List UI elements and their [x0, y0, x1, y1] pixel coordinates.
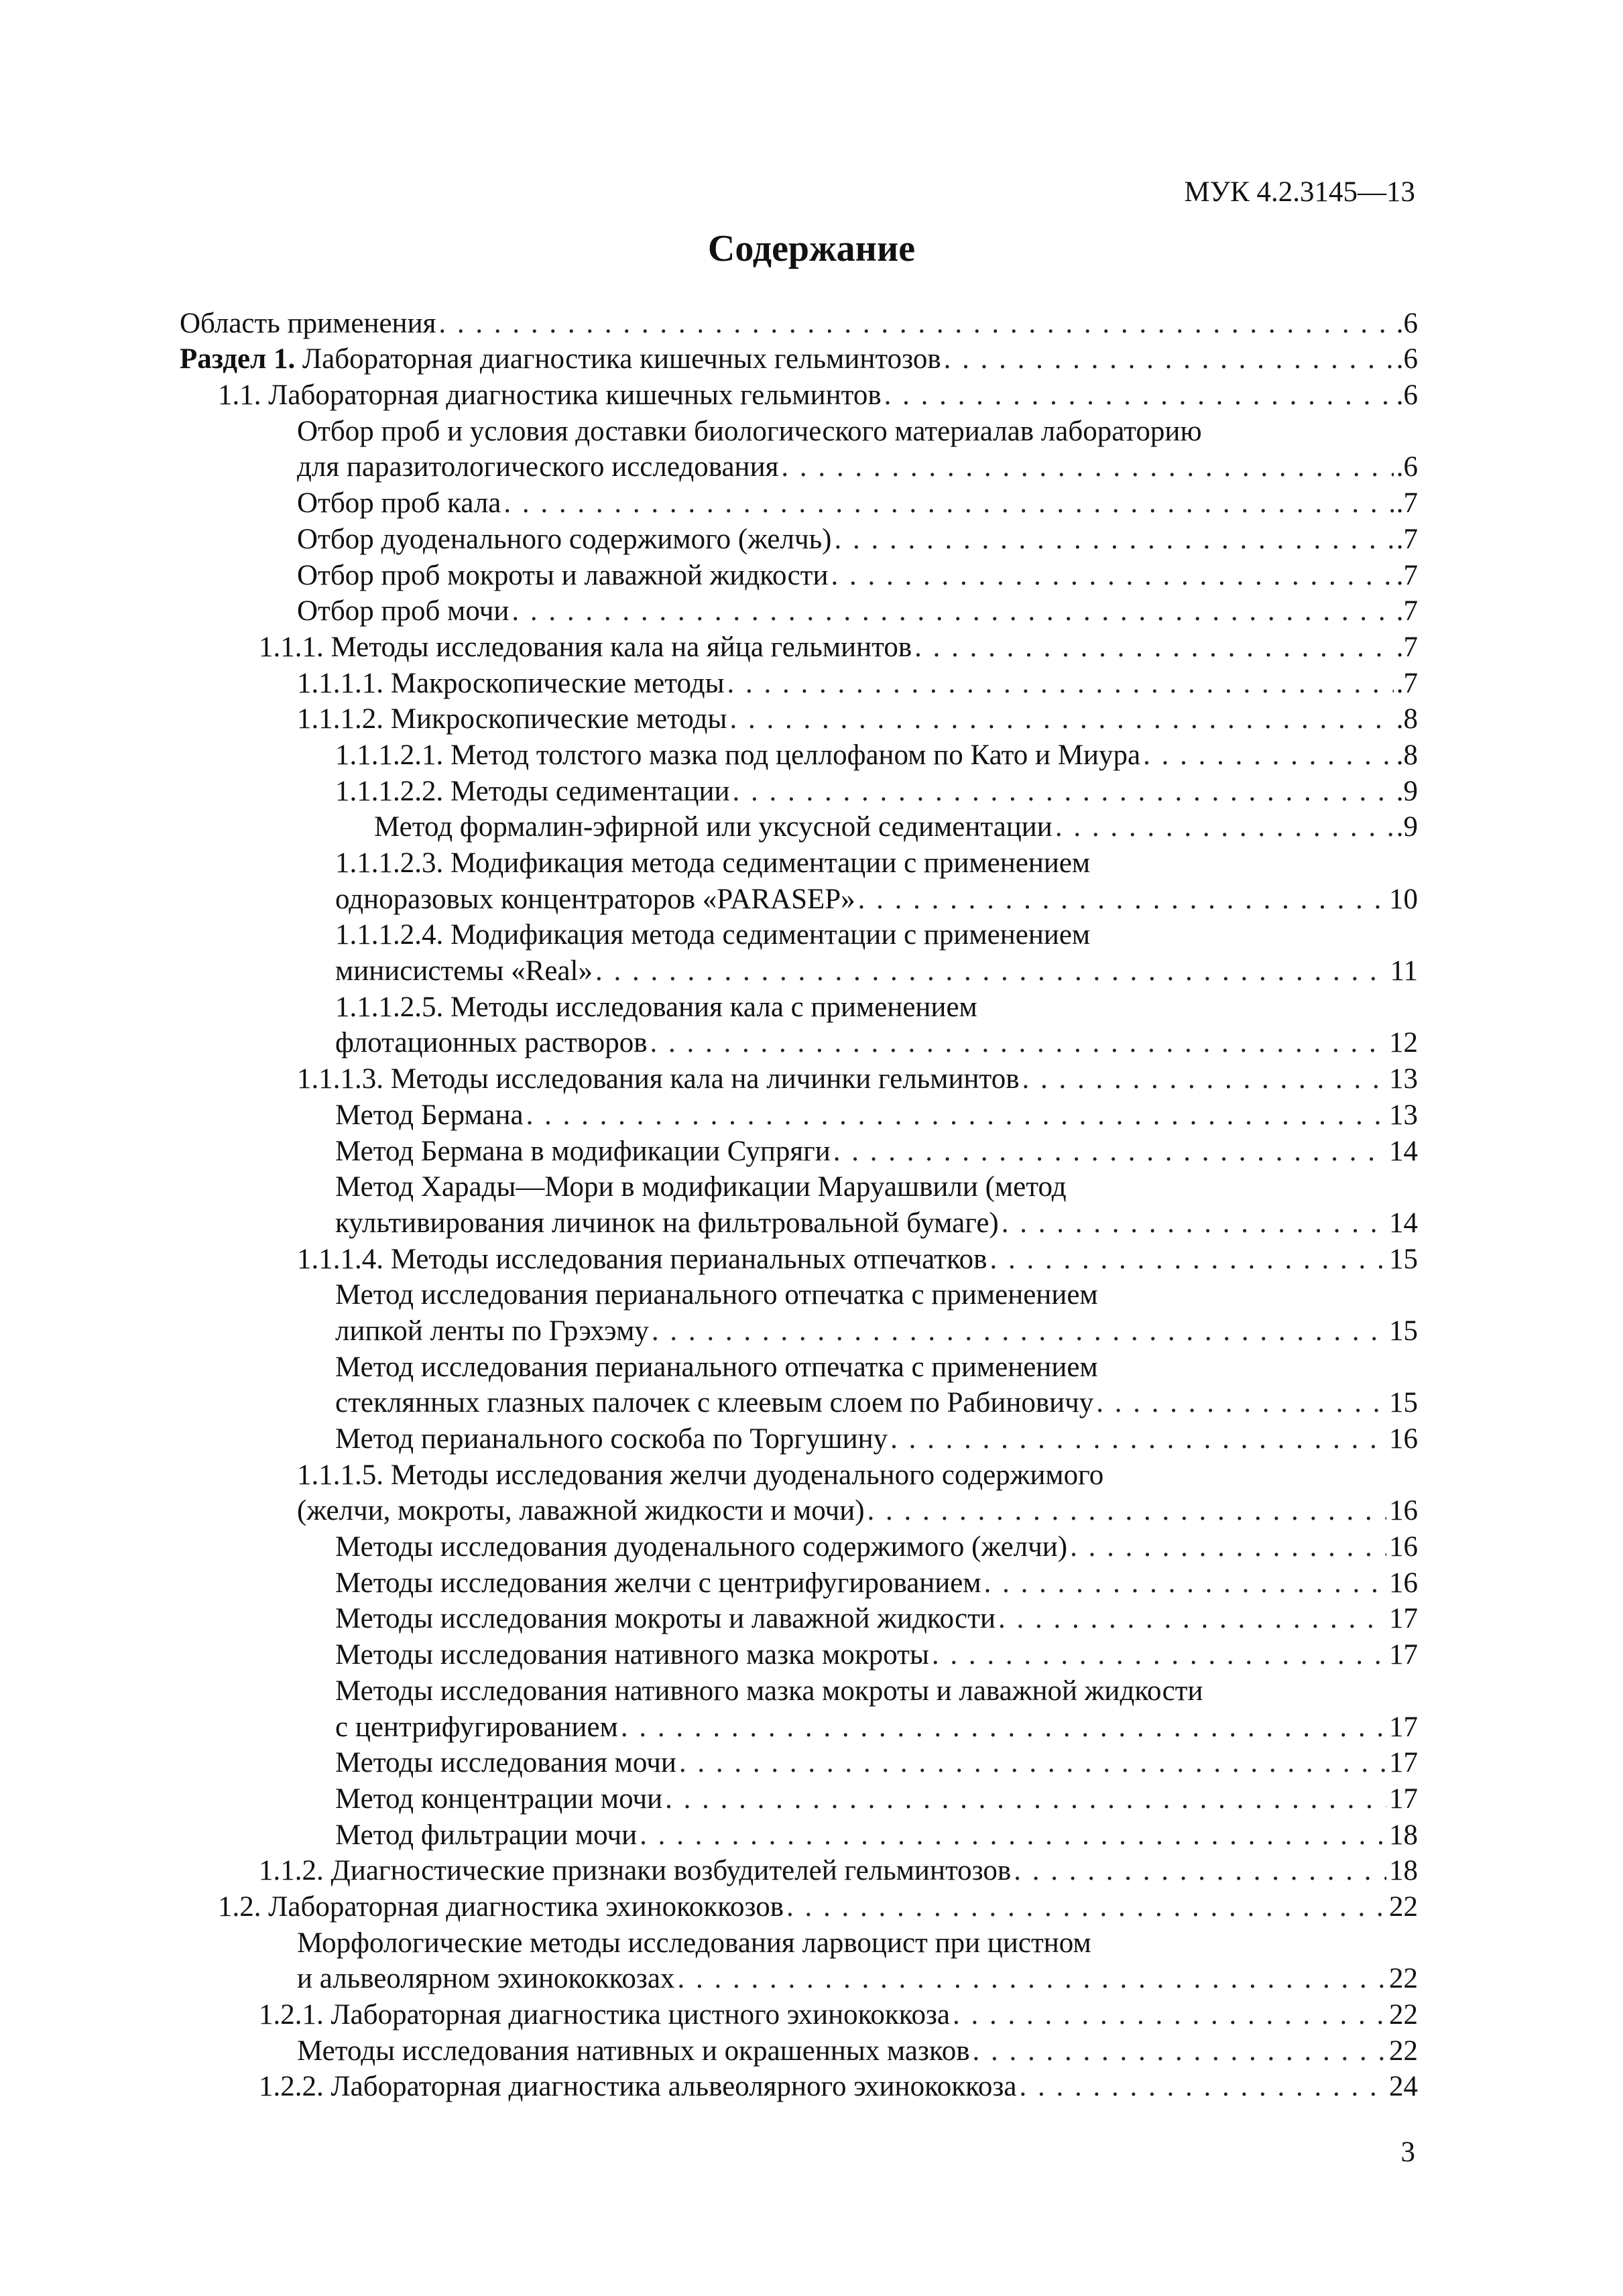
toc-entry-title: [297, 415, 1202, 448]
toc-entry: [180, 1924, 1418, 1960]
toc-entry-title: [335, 1711, 618, 1744]
toc-entry: [180, 772, 1418, 808]
toc-entry-title: [297, 450, 778, 484]
toc-entry: [180, 952, 1418, 988]
toc-entry-text: Методы исследования дуоденального содержимого (желчи): [335, 1531, 1068, 1563]
toc-entry-title: [335, 1638, 929, 1672]
toc-page-number: 16: [1389, 1567, 1418, 1599]
toc-entry-title: [297, 1063, 1020, 1096]
toc-entry-title: [335, 1135, 831, 1168]
toc-page-number: 15: [1389, 1315, 1418, 1347]
toc-entry: [180, 880, 1418, 916]
dot-leader: [1055, 810, 1394, 844]
toc-entry-title: [297, 595, 509, 628]
dot-leader: [1014, 1854, 1386, 1888]
toc-entry-text: 1.1.1.2.5. Методы исследования кала с применением: [335, 991, 977, 1023]
toc-entry: [180, 1960, 1418, 1996]
toc-page-number: 24: [1389, 2071, 1418, 2103]
toc-page-number: 16: [1389, 1423, 1418, 1455]
dot-leader: [1143, 739, 1394, 772]
toc-entry: [180, 1312, 1418, 1348]
toc-entry-text: 1.2. Лабораторная диагностика эхинококкозов: [218, 1890, 784, 1923]
toc-entry-title: [297, 1494, 865, 1528]
toc-entry-text: Метод концентрации мочи: [335, 1783, 663, 1815]
toc-page-number: 13: [1389, 1099, 1418, 1131]
dot-leader: [595, 955, 1388, 988]
toc-page-number: .6: [1396, 451, 1418, 483]
toc-page-number: 18: [1389, 1819, 1418, 1851]
toc-page-number: 16: [1389, 1495, 1418, 1527]
dot-leader: [640, 1819, 1386, 1852]
toc-entry-text: Метод Харады—Мори в модификации Маруашвили (метод: [335, 1171, 1067, 1203]
toc-page-number: 17: [1389, 1639, 1418, 1671]
toc-entry: [180, 916, 1418, 953]
toc-entry-title: [335, 918, 1090, 952]
toc-entry-title: [335, 1315, 649, 1348]
dot-leader: [786, 1890, 1386, 1924]
toc-entry-text: Метод исследования перианального отпечатка с применением: [335, 1351, 1098, 1383]
toc-entry-title: [335, 1386, 1093, 1420]
toc-entry: [180, 520, 1418, 556]
toc-entry: [180, 664, 1418, 701]
toc-entry: [180, 341, 1418, 377]
toc-entry-text: Методы исследования желчи с центрифугированием: [335, 1567, 981, 1599]
dot-leader: [944, 343, 1394, 376]
toc-entry: [180, 1888, 1418, 1924]
toc-page-number: .7: [1396, 487, 1418, 520]
toc-entry-title: [297, 2035, 970, 2068]
toc-page-number: .6: [1396, 307, 1418, 339]
dot-leader: [679, 1746, 1386, 1780]
toc-entry-text: Метод фильтрации мочи: [335, 1819, 638, 1851]
page-number: 3: [1400, 2136, 1415, 2168]
toc-entry-text: Морфологические методы исследования ларвоцист при цистном: [297, 1927, 1091, 1959]
toc-entry: [180, 1420, 1418, 1456]
toc-page-number: 15: [1389, 1387, 1418, 1419]
toc-entry-text: Метод формалин-эфирной или уксусной седиментации: [374, 811, 1053, 843]
toc-page-number: 18: [1389, 1855, 1418, 1887]
toc-page-number: .9: [1396, 775, 1418, 807]
toc-entry-text: с центрифугированием: [335, 1711, 618, 1743]
toc-entry-text: (желчи, мокроты, лаважной жидкости и мочи): [297, 1495, 865, 1527]
toc-entry-title: [335, 1602, 996, 1636]
toc-entry-text: 1.2.2. Лабораторная диагностика альвеолярного эхинококкоза: [259, 2071, 1017, 2103]
toc-entry-text: 1.1.1.2.2. Методы седиментации: [335, 775, 730, 807]
toc-entry-title: [335, 1746, 676, 1780]
toc-entry-title: [180, 343, 941, 376]
toc-entry-text: Отбор проб кала: [297, 487, 501, 520]
toc-entry: [180, 1168, 1418, 1205]
toc-entry-text: 1.1.1.2.3. Модификация метода седиментации с применением: [335, 847, 1091, 879]
toc-page-number: 17: [1389, 1783, 1418, 1815]
toc-entry: [180, 1744, 1418, 1780]
dot-leader: [665, 1783, 1386, 1816]
toc-page-number: .9: [1396, 811, 1418, 843]
toc-entry-text: Методы исследования мокроты и лаважной жидкости: [335, 1603, 996, 1635]
toc-entry: [180, 484, 1418, 520]
toc-entry: [180, 412, 1418, 448]
toc-entry-title: [259, 2070, 1016, 2104]
toc-entry-title: [218, 1890, 784, 1924]
toc-entry: [180, 304, 1418, 341]
toc-entry-title: [374, 810, 1053, 844]
toc-entry: [180, 1060, 1418, 1096]
toc-entry-title: [297, 1927, 1091, 1960]
toc-entry: [180, 1636, 1418, 1672]
dot-leader: [932, 1638, 1386, 1672]
toc-entry-title: [335, 1423, 888, 1456]
toc-entry-title: [335, 1207, 999, 1240]
dot-leader: [727, 667, 1394, 701]
toc-entry: [180, 556, 1418, 593]
toc-page-number: .7: [1396, 559, 1418, 591]
dot-leader: [729, 703, 1393, 736]
toc-entry-title: [335, 739, 1140, 772]
toc-entry: [180, 1672, 1418, 1708]
toc-entry-title: [259, 1998, 950, 2032]
toc-entry: [180, 1492, 1418, 1528]
toc-entry: [180, 448, 1418, 485]
toc-entry: [180, 1384, 1418, 1421]
toc-entry-title: [335, 1170, 1067, 1204]
dot-leader: [953, 1998, 1386, 2032]
toc-entry-title: [297, 667, 725, 701]
toc-page-number: 17: [1389, 1603, 1418, 1635]
toc-page-number: 22: [1389, 1999, 1418, 2031]
toc-entry: [180, 1600, 1418, 1636]
toc-entry-title: [297, 487, 501, 520]
dot-leader: [973, 2035, 1386, 2068]
dot-leader: [1002, 1207, 1386, 1240]
dot-leader: [677, 1962, 1386, 1996]
dot-leader: [835, 523, 1394, 556]
dot-leader: [503, 487, 1393, 520]
document-code: МУК 4.2.3145—13: [1184, 176, 1415, 208]
toc-entry-text: Отбор проб мочи: [297, 595, 509, 627]
toc-entry: [180, 844, 1418, 880]
dot-leader: [833, 1135, 1386, 1168]
dot-leader: [831, 559, 1393, 593]
dot-leader: [989, 1243, 1386, 1276]
toc-entry-text: стеклянных глазных палочек с клеевым слоем по Рабиновичу: [335, 1387, 1094, 1419]
toc-entry-text: 1.1.1.2.1. Метод толстого мазка под целлофаном по Като и Миура: [335, 739, 1141, 771]
toc-page-number: 14: [1389, 1207, 1418, 1239]
dot-leader: [650, 1026, 1386, 1060]
dot-leader: [884, 379, 1394, 412]
toc-entry-title: [297, 1243, 987, 1276]
table-of-contents: [180, 304, 1418, 2104]
toc-entry-text: Методы исследования мочи: [335, 1747, 676, 1779]
toc-entry: [180, 1348, 1418, 1384]
toc-entry-text: одноразовых концентраторов «PARASEP»: [335, 883, 855, 915]
toc-entry-text: минисистемы «Real»: [335, 955, 593, 987]
toc-entry-title: [335, 1278, 1098, 1312]
toc-entry-text: 1.1.1.3. Методы исследования кала на личинки гельминтов: [297, 1063, 1020, 1095]
toc-entry-title: [259, 631, 912, 664]
toc-entry-title: [297, 1459, 1103, 1492]
toc-page-number: 13: [1389, 1063, 1418, 1095]
toc-entry-title: [297, 523, 832, 556]
toc-entry: [180, 2068, 1418, 2104]
dot-leader: [914, 631, 1394, 664]
dot-leader: [867, 1494, 1386, 1528]
dot-leader: [984, 1567, 1386, 1600]
toc-entry-title: [335, 847, 1090, 880]
toc-entry-title: [335, 1567, 981, 1600]
toc-entry-title: [335, 1099, 524, 1132]
dot-leader: [621, 1711, 1386, 1744]
toc-entry: [180, 1708, 1418, 1744]
toc-entry-title: [180, 307, 436, 341]
toc-page-number: .7: [1396, 631, 1418, 663]
toc-entry-text: Метод Бермана в модификации Супряги: [335, 1135, 831, 1167]
toc-entry-text: Методы исследования нативного мазка мокроты: [335, 1639, 929, 1671]
toc-page-number: 10: [1389, 883, 1418, 915]
dot-leader: [890, 1423, 1386, 1456]
toc-entry-text: Область применения: [180, 307, 436, 339]
toc-page-number: .8: [1396, 703, 1418, 735]
toc-entry: [180, 1456, 1418, 1492]
toc-entry-text: 1.1.1.4. Методы исследования перианальных отпечатков: [297, 1243, 987, 1275]
toc-entry-text: флотационных растворов: [335, 1027, 648, 1059]
toc-entry: [180, 628, 1418, 664]
toc-page-number: 11: [1390, 955, 1418, 987]
toc-entry-title: [335, 955, 593, 988]
toc-entry: [180, 1564, 1418, 1600]
toc-entry: [180, 593, 1418, 629]
toc-entry-title: [335, 1675, 1203, 1708]
toc-entry: [180, 1996, 1418, 2032]
dot-leader: [438, 307, 1393, 341]
toc-entry-text: 1.2.1. Лабораторная диагностика цистного эхинококкоза: [259, 1999, 951, 2031]
toc-entry-text: Метод перианального соскоба по Торгушину: [335, 1423, 888, 1455]
toc-page-number: 22: [1389, 2035, 1418, 2067]
toc-entry: [180, 1816, 1418, 1852]
dot-leader: [512, 595, 1393, 628]
toc-entry: [180, 1024, 1418, 1061]
toc-page-number: .7: [1396, 667, 1418, 699]
toc-entry-title: [297, 1962, 674, 1996]
toc-entry-title: [335, 991, 977, 1024]
toc-page-number: .7: [1396, 595, 1418, 627]
toc-entry-text: Отбор проб мокроты и лаважной жидкости: [297, 559, 829, 591]
toc-entry: [180, 1852, 1418, 1888]
toc-page-number: 15: [1389, 1243, 1418, 1275]
dot-leader: [781, 450, 1393, 484]
dot-leader: [652, 1315, 1386, 1348]
toc-entry-text: Методы исследования нативного мазка мокроты и лаважной жидкости: [335, 1675, 1203, 1707]
toc-entry-title: [297, 559, 828, 593]
toc-entry: [180, 1276, 1418, 1313]
toc-entry-title: [259, 1854, 1011, 1888]
toc-entry-text: 1.1.1.2.4. Модификация метода седиментации с применением: [335, 919, 1091, 951]
toc-entry: [180, 736, 1418, 772]
toc-entry: [180, 701, 1418, 737]
toc-entry-title: [335, 775, 730, 808]
toc-entry-title: [335, 1530, 1067, 1564]
dot-leader: [1019, 2070, 1386, 2104]
toc-entry-text: 1.1. Лабораторная диагностика кишечных гельминтов: [218, 379, 882, 412]
dot-leader: [858, 883, 1386, 916]
toc-entry-text: Отбор дуоденального содержимого (желчь): [297, 523, 832, 555]
toc-entry-text: 1.1.2. Диагностические признаки возбудителей гельминтозов: [259, 1855, 1012, 1887]
toc-entry-title: [297, 703, 727, 736]
toc-entry-text: Метод Бермана: [335, 1099, 524, 1131]
toc-entry-title: [218, 379, 882, 412]
dot-leader: [1096, 1386, 1386, 1420]
toc-entry-text: Методы исследования нативных и окрашенных мазков: [297, 2035, 970, 2067]
toc-page-number: 22: [1389, 1890, 1418, 1923]
toc-entry-title: [335, 1026, 648, 1060]
toc-entry-text: липкой ленты по Грэхэму: [335, 1315, 649, 1347]
toc-entry-text: 1.1.1.2. Микроскопические методы: [297, 703, 727, 735]
toc-entry-text: Метод исследования перианального отпечатка с применением: [335, 1279, 1098, 1311]
toc-entry: [180, 376, 1418, 412]
toc-entry-text: и альвеолярном эхинококкозах: [297, 1963, 675, 1995]
toc-entry-text: Лабораторная диагностика кишечных гельминтозов: [295, 343, 941, 375]
toc-entry: [180, 1780, 1418, 1816]
toc-entry-title: [335, 1819, 637, 1852]
toc-page-number: .6: [1396, 343, 1418, 375]
toc-entry-text: культивирования личинок на фильтровальной бумаге): [335, 1207, 999, 1239]
toc-page-number: 22: [1389, 1963, 1418, 1995]
toc-page-number: 12: [1389, 1027, 1418, 1059]
dot-leader: [1022, 1063, 1386, 1096]
toc-entry-title: [335, 1783, 662, 1816]
toc-page-number: .8: [1396, 739, 1418, 771]
toc-page-number: 17: [1389, 1747, 1418, 1779]
toc-entry: [180, 1132, 1418, 1168]
toc-entry-title: [335, 883, 855, 916]
toc-entry: [180, 988, 1418, 1024]
toc-entry: [180, 1240, 1418, 1276]
dot-leader: [733, 775, 1394, 808]
toc-section-label: Раздел 1.: [180, 343, 296, 375]
toc-page-number: .6: [1396, 379, 1418, 412]
toc-entry: [180, 1204, 1418, 1240]
toc-page-number: 17: [1389, 1711, 1418, 1743]
toc-entry-text: 1.1.1.1. Макроскопические методы: [297, 667, 725, 699]
toc-page-number: 14: [1389, 1135, 1418, 1167]
toc-entry: [180, 1096, 1418, 1132]
page-title: Содержание: [707, 228, 916, 269]
toc-entry-text: Отбор проб и условия доставки биологического материалав лабораторию: [297, 415, 1202, 447]
dot-leader: [998, 1602, 1386, 1636]
toc-entry: [180, 2032, 1418, 2068]
toc-page-number: .7: [1396, 523, 1418, 555]
toc-entry-text: для паразитологического исследования: [297, 451, 779, 483]
toc-entry-text: 1.1.1.5. Методы исследования желчи дуоденального содержимого: [297, 1459, 1104, 1491]
toc-page-number: 16: [1389, 1531, 1418, 1563]
dot-leader: [526, 1099, 1386, 1132]
toc-entry-text: 1.1.1. Методы исследования кала на яйца гельминтов: [259, 631, 912, 663]
toc-entry-title: [335, 1351, 1098, 1384]
dot-leader: [1070, 1530, 1386, 1564]
toc-entry: [180, 1528, 1418, 1564]
toc-entry: [180, 808, 1418, 845]
